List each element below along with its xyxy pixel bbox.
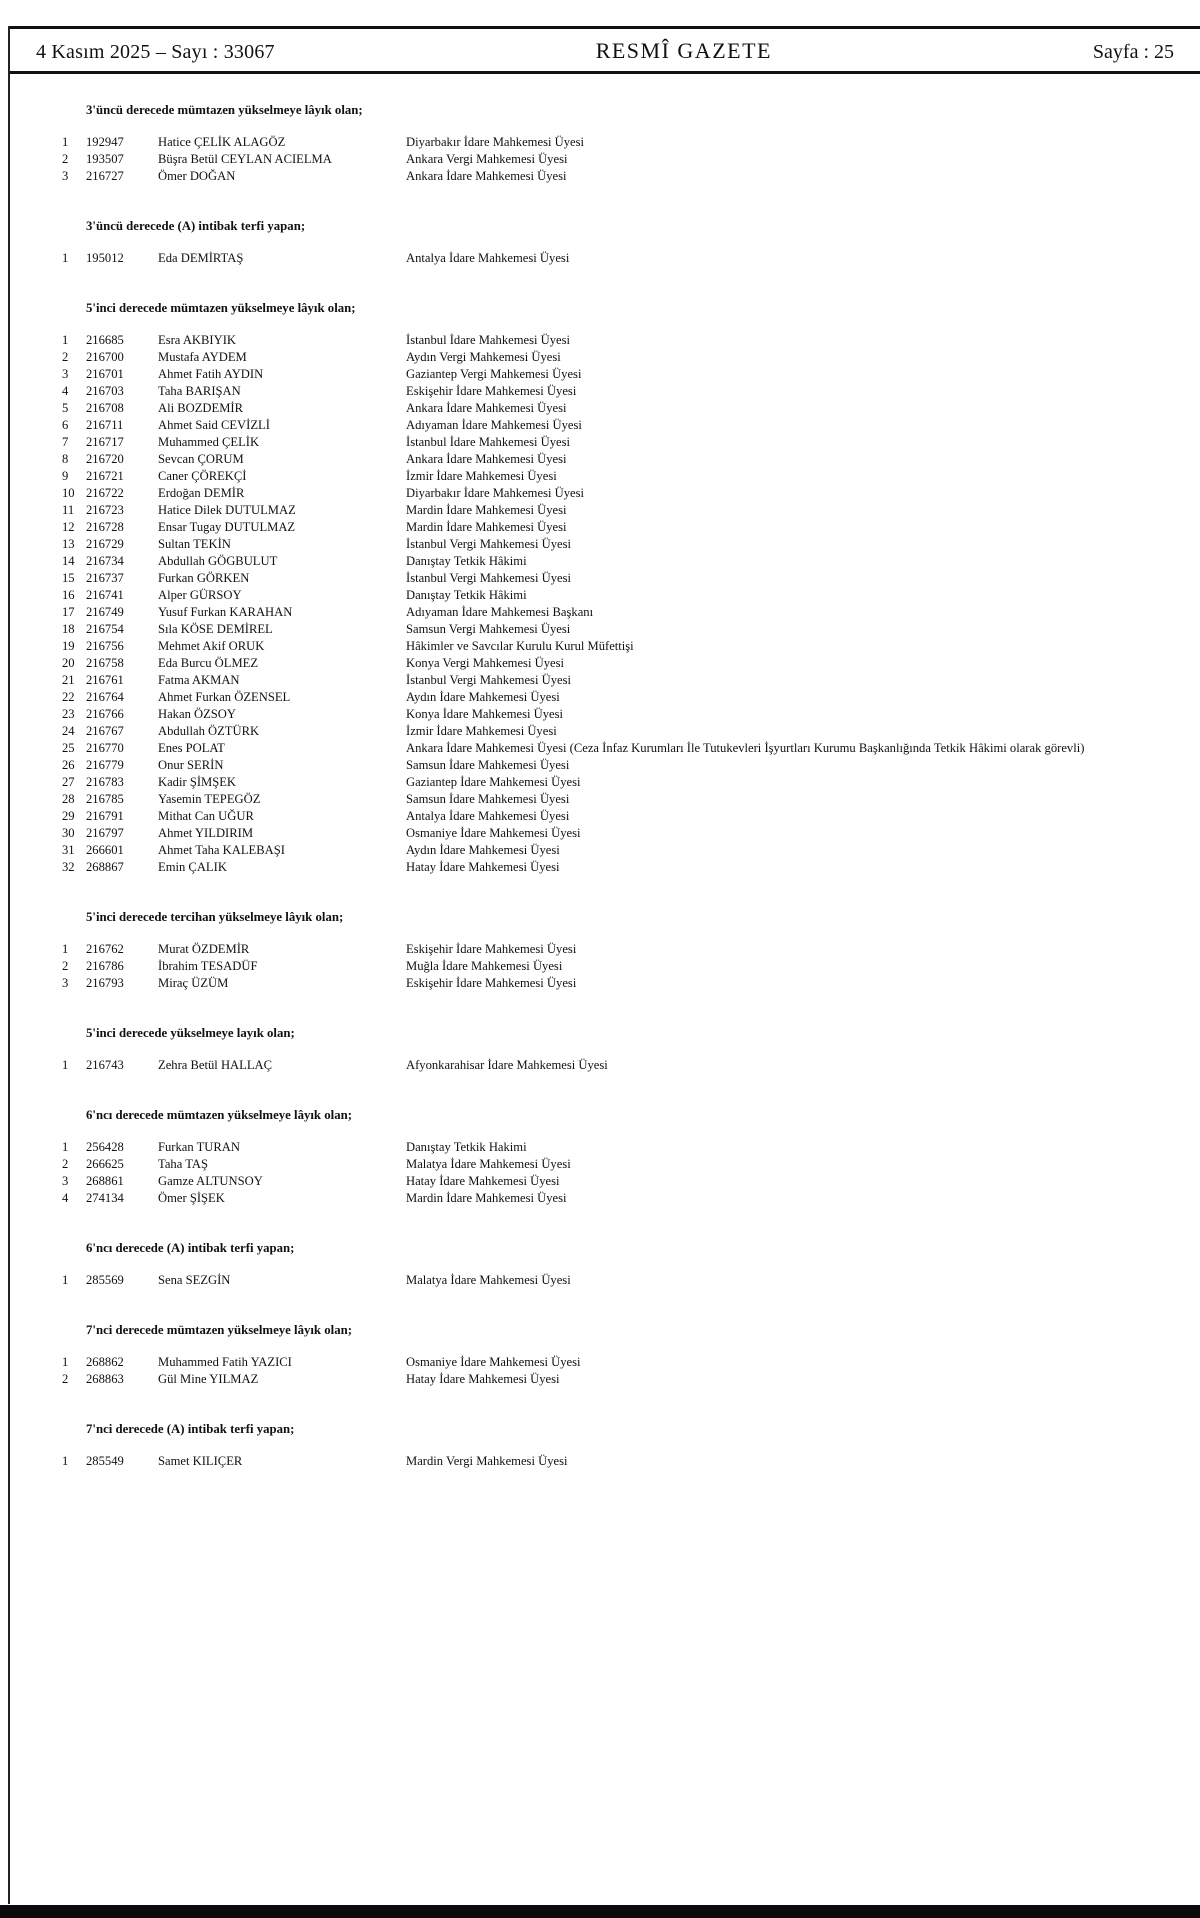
court-position: Hatay İdare Mahkemesi Üyesi [406, 1372, 560, 1386]
court-position: Danıştay Tetkik Hakimi [406, 1140, 527, 1154]
person-name: Sena SEZGİN [158, 1273, 231, 1287]
row-number: 29 [62, 809, 75, 823]
court-position: Ankara İdare Mahkemesi Üyesi [406, 401, 567, 415]
row-number: 5 [62, 401, 69, 415]
person-name: Sıla KÖSE DEMİREL [158, 622, 273, 636]
court-position: Mardin İdare Mahkemesi Üyesi [406, 503, 567, 517]
court-position: İstanbul Vergi Mahkemesi Üyesi [406, 673, 571, 687]
registry-number: 216758 [86, 656, 124, 670]
person-name: Esra AKBIYIK [158, 333, 236, 347]
court-position: Ankara İdare Mahkemesi Üyesi (Ceza İnfaz Kurumları İle Tutukevleri İşyurtları Kurumu Başkanlığında Tetkik Hâkimi olarak görevli) [406, 741, 1085, 755]
person-name: Furkan TURAN [158, 1140, 240, 1154]
registry-number: 216711 [86, 418, 124, 432]
person-name: Abdullah ÖZTÜRK [158, 724, 260, 738]
table-row [62, 757, 1155, 774]
table-row [62, 332, 1155, 349]
row-number: 19 [62, 639, 75, 653]
row-number: 24 [62, 724, 75, 738]
registry-number: 216783 [86, 775, 124, 789]
date-issue-number: 4 Kasım 2025 – Sayı : 33067 [36, 41, 275, 63]
left-border-rule [8, 26, 10, 1904]
row-number: 16 [62, 588, 75, 602]
table-row [62, 825, 1155, 842]
table-row [62, 434, 1155, 451]
court-position: Gaziantep Vergi Mahkemesi Üyesi [406, 367, 582, 381]
section-rows [62, 1354, 1155, 1388]
court-position: Mardin İdare Mahkemesi Üyesi [406, 1191, 567, 1205]
person-name: Taha TAŞ [158, 1157, 208, 1171]
person-name: Samet KILIÇER [158, 1454, 243, 1468]
person-name: Muhammed ÇELİK [158, 435, 260, 449]
court-position: İstanbul İdare Mahkemesi Üyesi [406, 333, 571, 347]
registry-number: 285549 [86, 1454, 124, 1468]
row-number: 31 [62, 843, 75, 857]
registry-number: 268861 [86, 1174, 124, 1188]
registry-number: 216793 [86, 976, 124, 990]
registry-number: 216754 [86, 622, 124, 636]
row-number: 25 [62, 741, 75, 755]
person-name: Sevcan ÇORUM [158, 452, 244, 466]
court-position: Samsun İdare Mahkemesi Üyesi [406, 758, 570, 772]
section-rows [62, 1057, 1155, 1074]
row-number: 2 [62, 350, 69, 364]
row-number: 2 [62, 152, 69, 166]
gazette-title: RESMÎ GAZETE [595, 38, 772, 63]
person-name: Eda Burcu ÖLMEZ [158, 656, 259, 670]
row-number: 1 [62, 1355, 69, 1369]
row-number: 1 [62, 251, 69, 265]
court-position: İstanbul Vergi Mahkemesi Üyesi [406, 537, 571, 551]
court-position: Hatay İdare Mahkemesi Üyesi [406, 860, 560, 874]
table-row [62, 519, 1155, 536]
court-position: Eskişehir İdare Mahkemesi Üyesi [406, 976, 577, 990]
court-position: Afyonkarahisar İdare Mahkemesi Üyesi [406, 1058, 608, 1072]
table-row [62, 604, 1155, 621]
person-name: Hatice Dilek DUTULMAZ [158, 503, 296, 517]
section-heading: 7'nci derecede mümtazen yükselmeye lâyık olan; [86, 1323, 352, 1337]
court-position: Aydın İdare Mahkemesi Üyesi [406, 843, 560, 857]
court-position: İstanbul İdare Mahkemesi Üyesi [406, 435, 571, 449]
table-row [62, 366, 1155, 383]
table-row [62, 349, 1155, 366]
person-name: Ahmet YILDIRIM [158, 826, 254, 840]
table-row [62, 168, 1155, 185]
registry-number: 216756 [86, 639, 124, 653]
row-number: 14 [62, 554, 75, 568]
row-number: 20 [62, 656, 75, 670]
registry-number: 216722 [86, 486, 124, 500]
table-row [62, 706, 1155, 723]
table-row [62, 400, 1155, 417]
table-row [62, 553, 1155, 570]
decree-section [62, 1107, 1155, 1207]
table-row [62, 723, 1155, 740]
row-number: 1 [62, 135, 69, 149]
court-position: Samsun Vergi Mahkemesi Üyesi [406, 622, 571, 636]
table-row [62, 791, 1155, 808]
table-row [62, 587, 1155, 604]
table-row [62, 655, 1155, 672]
registry-number: 216741 [86, 588, 124, 602]
table-row [62, 621, 1155, 638]
person-name: Hatice ÇELİK ALAGÖZ [158, 135, 286, 149]
person-name: Ahmet Taha KALEBAŞI [158, 843, 285, 857]
person-name: Fatma AKMAN [158, 673, 240, 687]
row-number: 1 [62, 1454, 69, 1468]
table-row [62, 134, 1155, 151]
court-position: Eskişehir İdare Mahkemesi Üyesi [406, 942, 577, 956]
decree-section [62, 909, 1155, 992]
registry-number: 216767 [86, 724, 124, 738]
person-name: Hakan ÖZSOY [158, 707, 236, 721]
registry-number: 268867 [86, 860, 124, 874]
masthead [10, 26, 1200, 74]
row-number: 22 [62, 690, 75, 704]
row-number: 8 [62, 452, 69, 466]
section-heading: 3'üncü derecede mümtazen yükselmeye lâyık olan; [86, 103, 363, 117]
section-rows [62, 1453, 1155, 1470]
registry-number: 216700 [86, 350, 124, 364]
registry-number: 216797 [86, 826, 124, 840]
section-rows [62, 250, 1155, 267]
person-name: İbrahim TESADÜF [158, 959, 258, 973]
row-number: 1 [62, 942, 69, 956]
person-name: Yusuf Furkan KARAHAN [158, 605, 293, 619]
registry-number: 216685 [86, 333, 124, 347]
section-heading: 5'inci derecede tercihan yükselmeye lâyık olan; [86, 910, 344, 924]
decree-section [62, 1025, 1155, 1074]
registry-number: 216766 [86, 707, 124, 721]
court-position: Adıyaman İdare Mahkemesi Üyesi [406, 418, 582, 432]
person-name: Ömer DOĞAN [158, 169, 236, 183]
section-heading: 6'ncı derecede (A) intibak terfi yapan; [86, 1241, 295, 1255]
registry-number: 216729 [86, 537, 124, 551]
court-position: Diyarbakır İdare Mahkemesi Üyesi [406, 486, 584, 500]
row-number: 4 [62, 384, 69, 398]
decree-section [62, 1421, 1155, 1470]
table-row [62, 1371, 1155, 1388]
table-row [62, 774, 1155, 791]
court-position: Hatay İdare Mahkemesi Üyesi [406, 1174, 560, 1188]
row-number: 26 [62, 758, 75, 772]
person-name: Eda DEMİRTAŞ [158, 251, 244, 265]
table-row [62, 417, 1155, 434]
bottom-page-bar [0, 1905, 1200, 1918]
registry-number: 256428 [86, 1140, 124, 1154]
person-name: Taha BARIŞAN [158, 384, 241, 398]
court-position: Mardin İdare Mahkemesi Üyesi [406, 520, 567, 534]
registry-number: 216721 [86, 469, 124, 483]
row-number: 1 [62, 1140, 69, 1154]
court-position: Diyarbakır İdare Mahkemesi Üyesi [406, 135, 584, 149]
person-name: Emin ÇALIK [158, 860, 227, 874]
decree-section [62, 102, 1155, 185]
section-rows [62, 941, 1155, 992]
registry-number: 285569 [86, 1273, 124, 1287]
person-name: Zehra Betül HALLAÇ [158, 1058, 273, 1072]
person-name: Kadir ŞİMŞEK [158, 775, 237, 789]
section-rows [62, 1139, 1155, 1207]
registry-number: 216734 [86, 554, 124, 568]
person-name: Caner ÇÖREKÇİ [158, 469, 247, 483]
registry-number: 216762 [86, 942, 124, 956]
person-name: Sultan TEKİN [158, 537, 231, 551]
person-name: Ali BOZDEMİR [158, 401, 244, 415]
section-heading: 5'inci derecede mümtazen yükselmeye lâyık olan; [86, 301, 356, 315]
row-number: 10 [62, 486, 75, 500]
decree-section [62, 1322, 1155, 1388]
table-row [62, 808, 1155, 825]
person-name: Murat ÖZDEMİR [158, 942, 250, 956]
registry-number: 216723 [86, 503, 124, 517]
person-name: Büşra Betül CEYLAN ACIELMA [158, 152, 332, 166]
table-row [62, 1057, 1155, 1074]
table-row [62, 842, 1155, 859]
court-position: İstanbul Vergi Mahkemesi Üyesi [406, 571, 571, 585]
row-number: 13 [62, 537, 75, 551]
table-row [62, 740, 1155, 757]
decree-section [62, 1240, 1155, 1289]
court-position: Osmaniye İdare Mahkemesi Üyesi [406, 826, 581, 840]
row-number: 21 [62, 673, 75, 687]
registry-number: 216701 [86, 367, 124, 381]
table-row [62, 958, 1155, 975]
table-row [62, 485, 1155, 502]
decree-section [62, 300, 1155, 876]
court-position: Samsun İdare Mahkemesi Üyesi [406, 792, 570, 806]
court-position: Ankara İdare Mahkemesi Üyesi [406, 452, 567, 466]
registry-number: 216703 [86, 384, 124, 398]
row-number: 3 [62, 976, 69, 990]
court-position: Gaziantep İdare Mahkemesi Üyesi [406, 775, 581, 789]
court-position: Eskişehir İdare Mahkemesi Üyesi [406, 384, 577, 398]
registry-number: 193507 [86, 152, 124, 166]
row-number: 1 [62, 1273, 69, 1287]
person-name: Ahmet Said CEVİZLİ [158, 418, 270, 432]
court-position: Malatya İdare Mahkemesi Üyesi [406, 1157, 571, 1171]
row-number: 4 [62, 1191, 69, 1205]
person-name: Gül Mine YILMAZ [158, 1372, 259, 1386]
row-number: 2 [62, 1157, 69, 1171]
row-number: 27 [62, 775, 75, 789]
court-position: Aydın Vergi Mahkemesi Üyesi [406, 350, 561, 364]
registry-number: 216786 [86, 959, 124, 973]
row-number: 1 [62, 1058, 69, 1072]
table-row [62, 151, 1155, 168]
table-row [62, 638, 1155, 655]
table-row [62, 536, 1155, 553]
court-position: Danıştay Tetkik Hâkimi [406, 554, 527, 568]
row-number: 7 [62, 435, 69, 449]
person-name: Yasemin TEPEGÖZ [158, 792, 261, 806]
person-name: Mehmet Akif ORUK [158, 639, 265, 653]
court-position: Mardin Vergi Mahkemesi Üyesi [406, 1454, 568, 1468]
person-name: Erdoğan DEMİR [158, 486, 245, 500]
registry-number: 216770 [86, 741, 124, 755]
row-number: 17 [62, 605, 75, 619]
registry-number: 216791 [86, 809, 124, 823]
row-number: 3 [62, 1174, 69, 1188]
section-heading: 3'üncü derecede (A) intibak terfi yapan; [86, 219, 306, 233]
registry-number: 192947 [86, 135, 124, 149]
person-name: Furkan GÖRKEN [158, 571, 250, 585]
person-name: Ömer ŞİŞEK [158, 1191, 225, 1205]
court-position: Muğla İdare Mahkemesi Üyesi [406, 959, 563, 973]
table-row [62, 689, 1155, 706]
person-name: Muhammed Fatih YAZICI [158, 1355, 292, 1369]
court-position: İzmir İdare Mahkemesi Üyesi [406, 469, 557, 483]
registry-number: 216779 [86, 758, 124, 772]
page-number: Sayfa : 25 [1092, 41, 1174, 63]
court-position: Hâkimler ve Savcılar Kurulu Kurul Müfettişi [406, 639, 634, 653]
table-row [62, 1173, 1155, 1190]
registry-number: 266625 [86, 1157, 124, 1171]
court-position: Konya Vergi Mahkemesi Üyesi [406, 656, 564, 670]
registry-number: 216743 [86, 1058, 124, 1072]
table-row [62, 975, 1155, 992]
court-position: Antalya İdare Mahkemesi Üyesi [406, 809, 570, 823]
table-row [62, 468, 1155, 485]
registry-number: 216764 [86, 690, 124, 704]
court-position: Ankara İdare Mahkemesi Üyesi [406, 169, 567, 183]
row-number: 15 [62, 571, 75, 585]
table-row [62, 1139, 1155, 1156]
section-rows [62, 332, 1155, 876]
court-position: Malatya İdare Mahkemesi Üyesi [406, 1273, 571, 1287]
section-rows [62, 1272, 1155, 1289]
registry-number: 268862 [86, 1355, 124, 1369]
person-name: Mustafa AYDEM [158, 350, 247, 364]
person-name: Miraç ÜZÜM [158, 976, 229, 990]
person-name: Gamze ALTUNSOY [158, 1174, 263, 1188]
court-position: Aydın İdare Mahkemesi Üyesi [406, 690, 560, 704]
row-number: 3 [62, 367, 69, 381]
registry-number: 216720 [86, 452, 124, 466]
court-position: Antalya İdare Mahkemesi Üyesi [406, 251, 570, 265]
court-position: Adıyaman İdare Mahkemesi Başkanı [406, 605, 594, 619]
registry-number: 216785 [86, 792, 124, 806]
person-name: Abdullah GÖGBULUT [158, 554, 278, 568]
row-number: 12 [62, 520, 75, 534]
registry-number: 216708 [86, 401, 124, 415]
row-number: 2 [62, 1372, 69, 1386]
registry-number: 216761 [86, 673, 124, 687]
promotion-lists [0, 102, 1200, 1470]
person-name: Alper GÜRSOY [158, 588, 242, 602]
table-row [62, 1354, 1155, 1371]
table-row [62, 250, 1155, 267]
row-number: 11 [62, 503, 75, 517]
table-row [62, 502, 1155, 519]
section-heading: 6'ncı derecede mümtazen yükselmeye lâyık olan; [86, 1108, 352, 1122]
row-number: 1 [62, 333, 69, 347]
person-name: Mithat Can UĞUR [158, 809, 254, 823]
table-row [62, 859, 1155, 876]
person-name: Ahmet Furkan ÖZENSEL [158, 690, 291, 704]
registry-number: 195012 [86, 251, 124, 265]
table-row [62, 451, 1155, 468]
court-position: Osmaniye İdare Mahkemesi Üyesi [406, 1355, 581, 1369]
row-number: 32 [62, 860, 75, 874]
registry-number: 216727 [86, 169, 124, 183]
registry-number: 216728 [86, 520, 124, 534]
row-number: 30 [62, 826, 75, 840]
section-rows [62, 134, 1155, 185]
table-row [62, 672, 1155, 689]
row-number: 9 [62, 469, 69, 483]
registry-number: 266601 [86, 843, 124, 857]
table-row [62, 1156, 1155, 1173]
person-name: Ensar Tugay DUTULMAZ [158, 520, 296, 534]
court-position: İzmir İdare Mahkemesi Üyesi [406, 724, 557, 738]
court-position: Konya İdare Mahkemesi Üyesi [406, 707, 564, 721]
table-row [62, 1190, 1155, 1207]
registry-number: 216717 [86, 435, 124, 449]
row-number: 23 [62, 707, 75, 721]
table-row [62, 941, 1155, 958]
registry-number: 216737 [86, 571, 124, 585]
person-name: Ahmet Fatih AYDIN [158, 367, 264, 381]
row-number: 3 [62, 169, 69, 183]
person-name: Enes POLAT [158, 741, 225, 755]
section-heading: 7'nci derecede (A) intibak terfi yapan; [86, 1422, 295, 1436]
table-row [62, 1272, 1155, 1289]
person-name: Onur SERİN [158, 758, 224, 772]
registry-number: 268863 [86, 1372, 124, 1386]
registry-number: 216749 [86, 605, 124, 619]
registry-number: 274134 [86, 1191, 124, 1205]
table-row [62, 383, 1155, 400]
row-number: 18 [62, 622, 75, 636]
court-position: Danıştay Tetkik Hâkimi [406, 588, 527, 602]
row-number: 6 [62, 418, 69, 432]
table-row [62, 570, 1155, 587]
section-heading: 5'inci derecede yükselmeye layık olan; [86, 1026, 295, 1040]
row-number: 28 [62, 792, 75, 806]
row-number: 2 [62, 959, 69, 973]
decree-section [62, 218, 1155, 267]
court-position: Ankara Vergi Mahkemesi Üyesi [406, 152, 568, 166]
table-row [62, 1453, 1155, 1470]
